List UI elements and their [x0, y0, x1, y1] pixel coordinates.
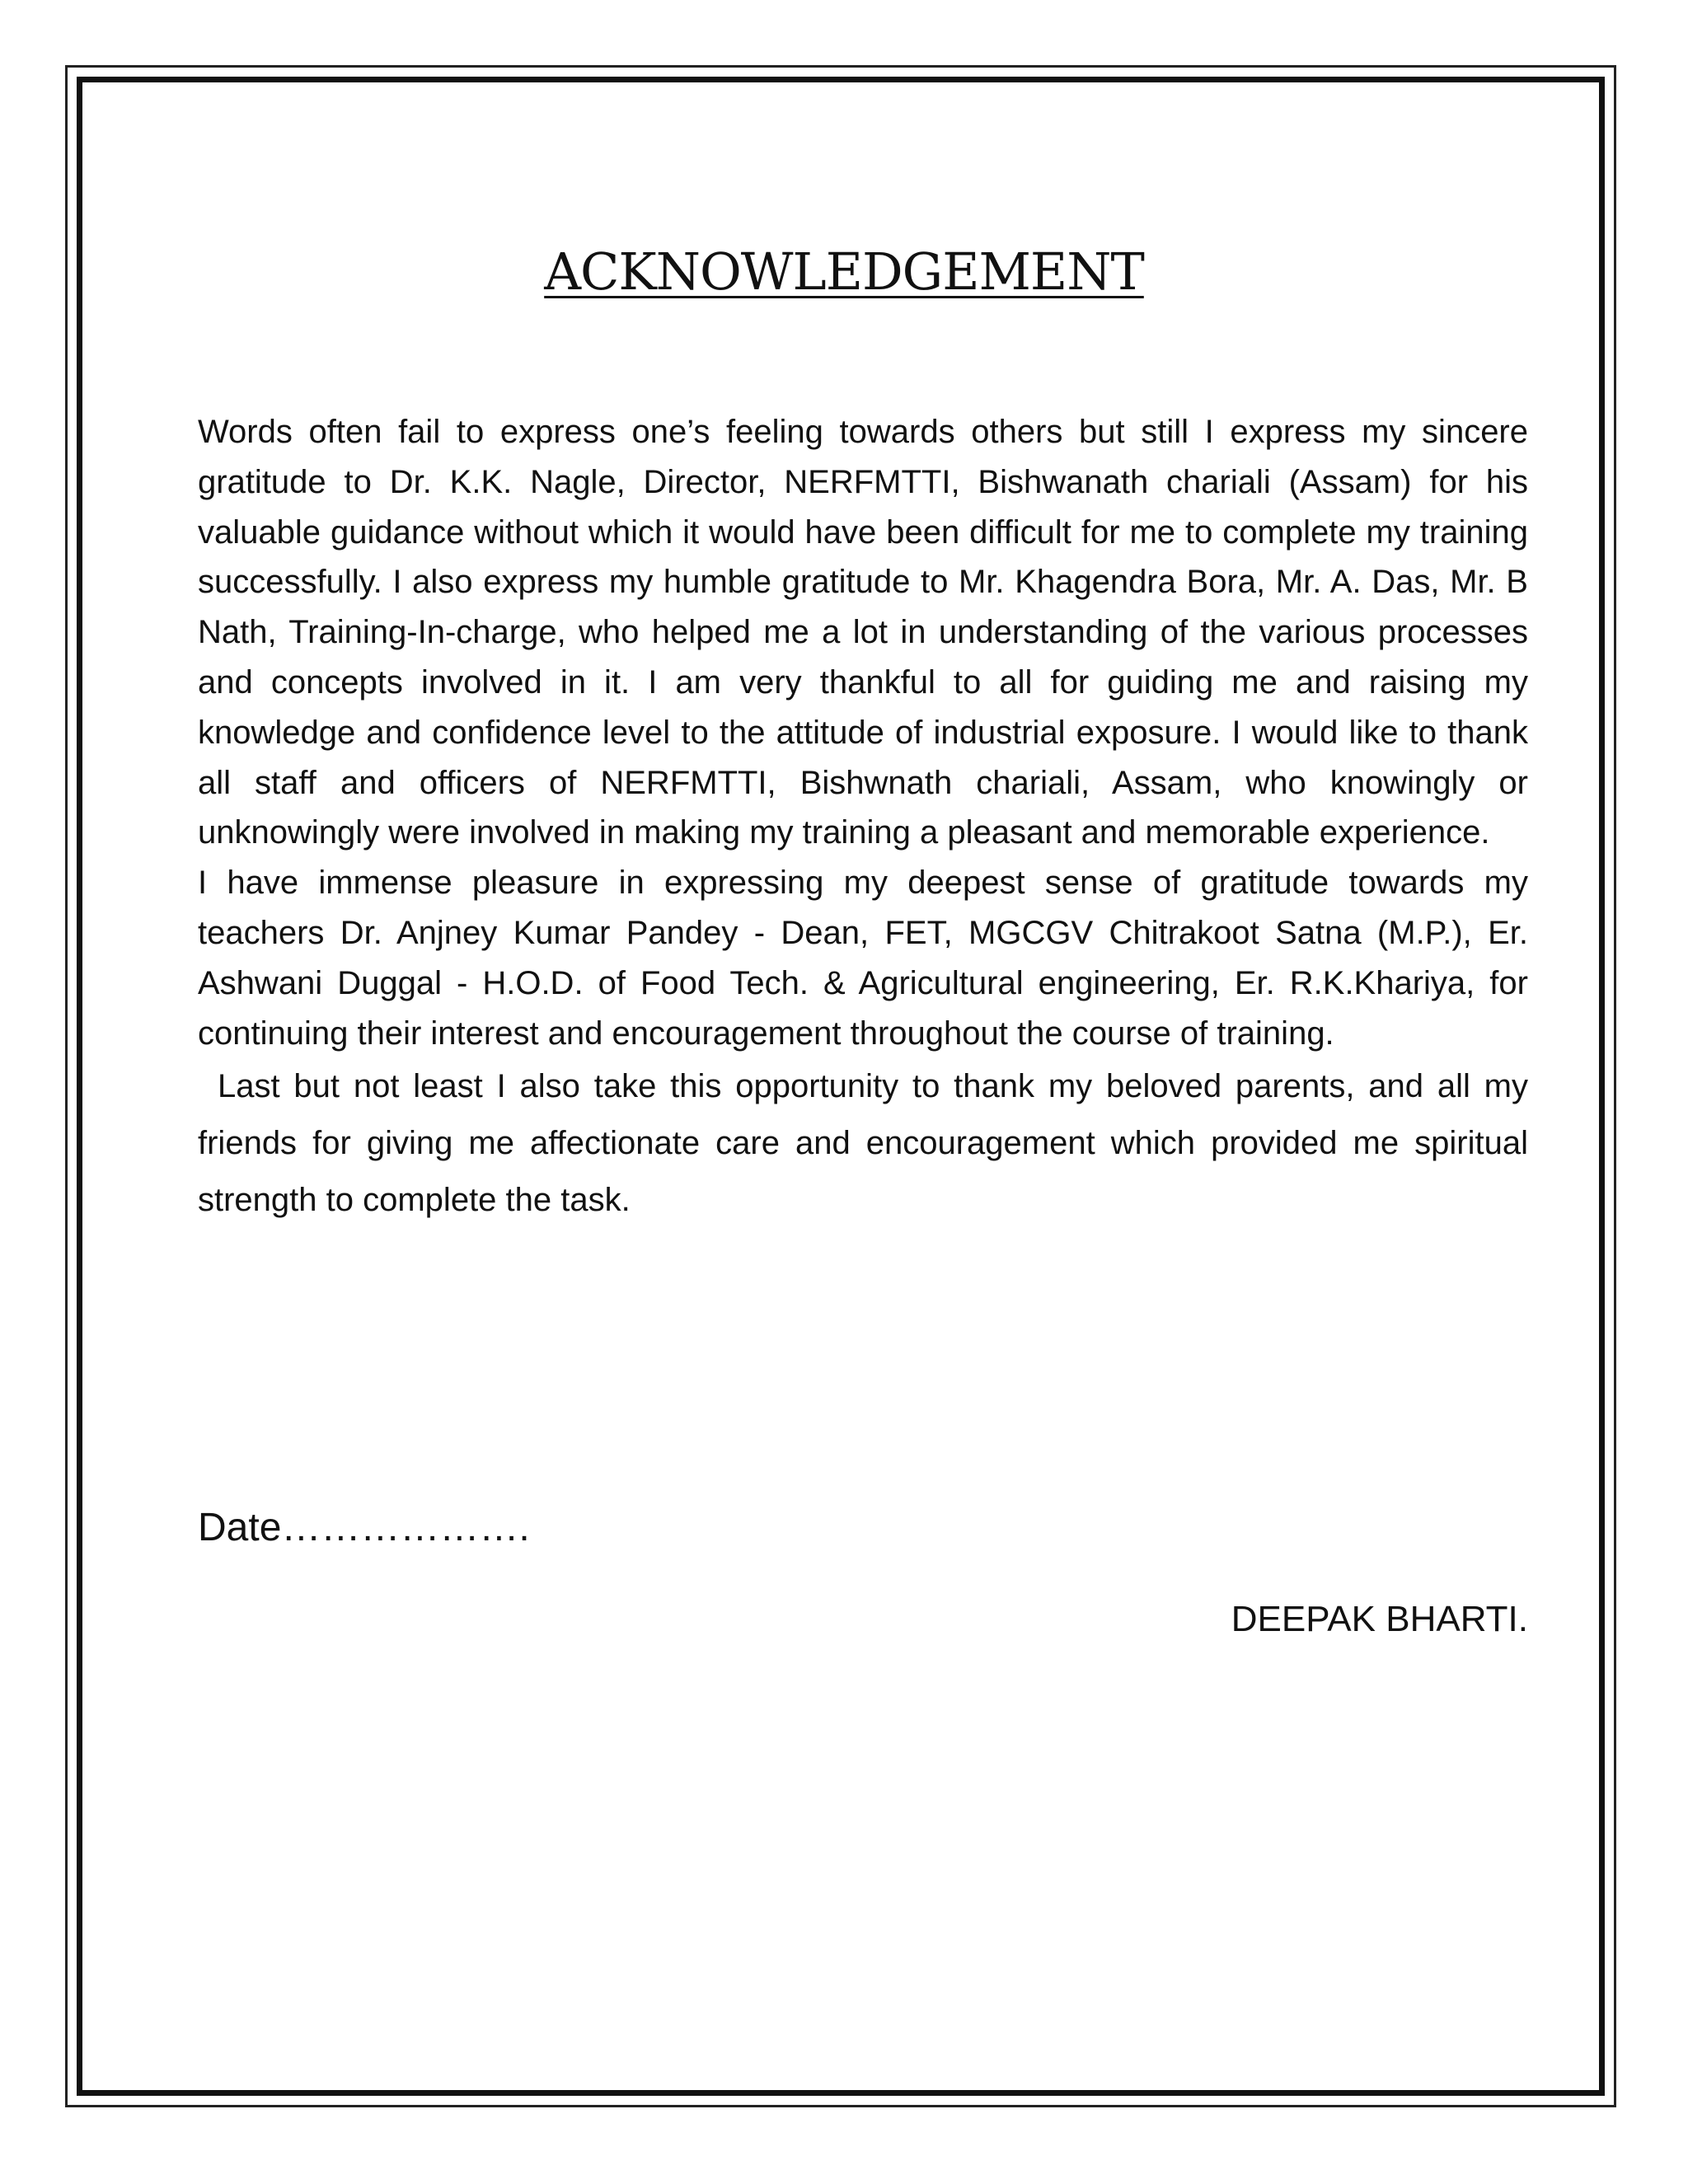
paragraph-gratitude-teachers: I have immense pleasure in expressing my deepest sense of gratitude towards my teachers Dr. Anjney Kumar Pandey - Dean, FET, MGCGV Chitrakoot Satna (M.P.), Er. Ashwani Duggal - H.O.D. of Food Tech. & Agricultural engineering, Er. R.K.Khariya, for continuing their interest and encouragement throughout the course of training.: [198, 865, 1528, 1052]
date-line: Date……………….: [198, 1506, 530, 1549]
paragraph-gratitude-parents: Last but not least I also take this opportunity to thank my beloved parents, and all my friends for giving me affectionate care and encouragement which provided me spiritual strength to complete the task.: [198, 1068, 1528, 1219]
page-title: ACKNOWLEDGEMENT: [544, 241, 1144, 302]
paragraph-gratitude-director: Words often fail to express one’s feeling towards others but still I express my sincere gratitude to Dr. K.K. Nagle, Director, NERFMTTI, Bishwanath chariali (Assam) for his valuable guidance without which it would have been difficult for me to complete my training successfully. I also express my humble gratitude to Mr. Khagendra Bora, Mr. A. Das, Mr. B Nath, Training-In-charge, who helped me a lot in understanding of the various processes and concepts involved in it. I am very thankful to all for guiding me and raising my knowledge and confidence level to the attitude of industrial exposure. I would like to thank all staff and officers of NERFMTTI, Bishwnath chariali, Assam, who knowingly or unknowingly were involved in making my training a pleasant and memorable experience.: [198, 414, 1528, 851]
signature-name: DEEPAK BHARTI.: [1231, 1599, 1528, 1639]
acknowledgement-body: [198, 407, 1528, 1229]
